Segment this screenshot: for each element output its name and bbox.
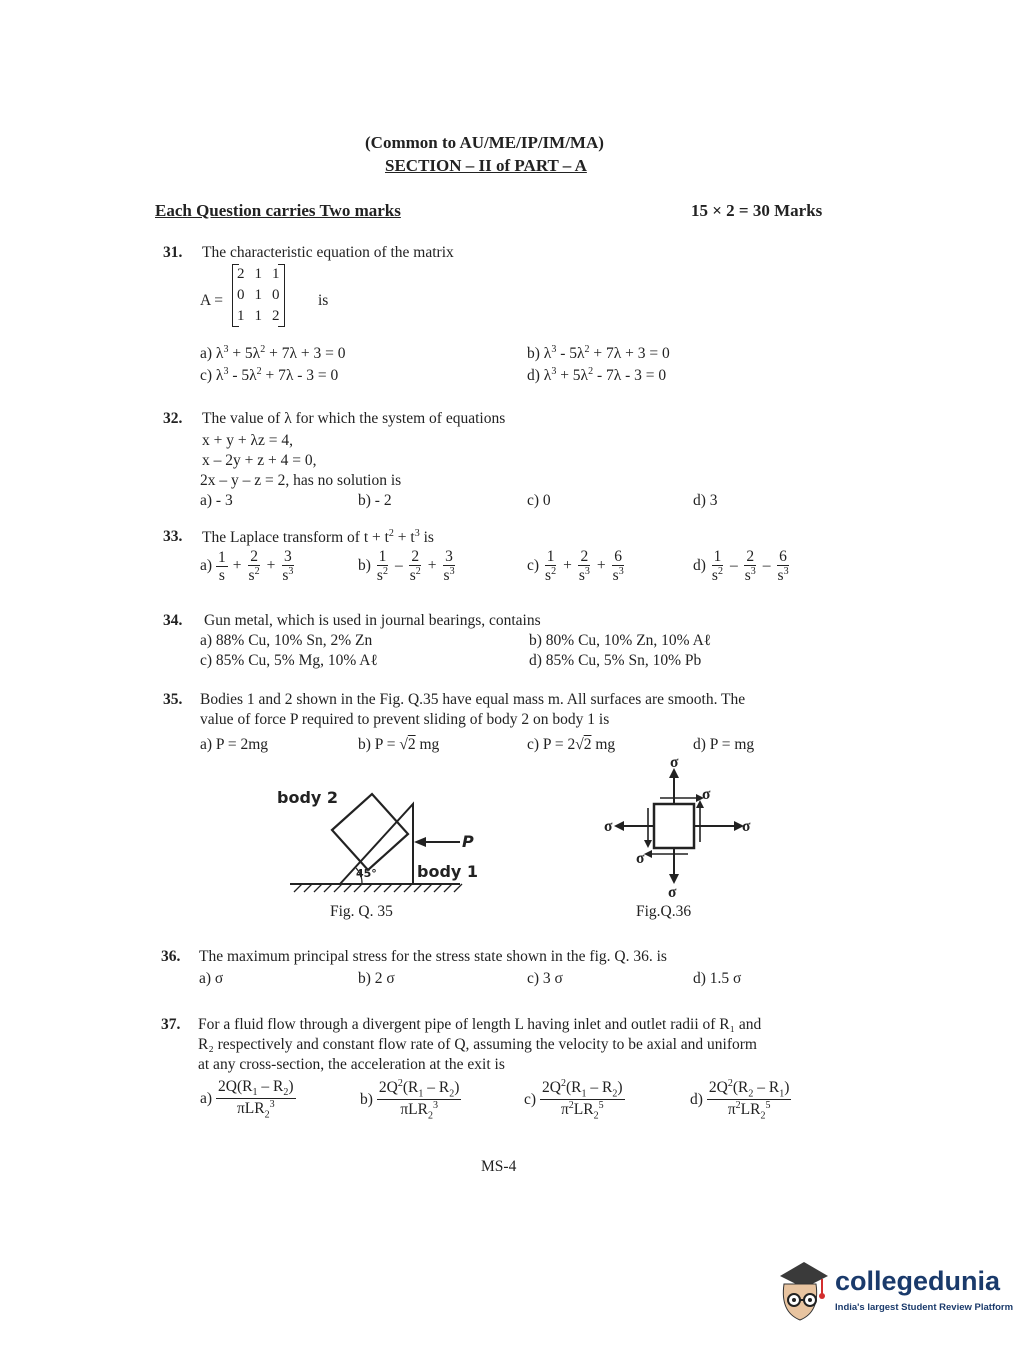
collegedunia-logo-icon xyxy=(770,1254,834,1328)
q36-option-a: a) σ xyxy=(199,970,224,987)
fig36-sigma-left: σ xyxy=(604,818,613,835)
q37-option-b: b) $\frac{2Q^2(R_1 - R_2)}{\pi LR_2^3}$ xyxy=(360,1078,460,1122)
instruction: Each Question carries Two marks xyxy=(155,201,401,220)
q34-option-a: a) 88% Cu, 10% Sn, 2% Zn xyxy=(200,632,373,649)
q34-number: 34. xyxy=(163,612,183,629)
q36-option-d: d) 1.5 σ xyxy=(693,970,742,987)
fig36-caption: Fig.Q.36 xyxy=(636,903,692,920)
q37-number: 37. xyxy=(161,1016,181,1033)
q37-line2: R₂ respectively and constant flow rate of Q, assuming the velocity to be axial and uniform xyxy=(198,1036,757,1053)
q31-matrix: 2 1 1 0 1 0 1 1 2 xyxy=(232,264,285,327)
q31-option-d: d) $\lambda^3 + 5\lambda^2 - 7\lambda - 3 = 0$ xyxy=(527,366,667,385)
q36-option-c: c) 3 σ xyxy=(527,970,563,987)
fig35-caption: Fig. Q. 35 xyxy=(330,903,393,920)
q35-line2: value of force P required to prevent sliding of body 2 on body 1 is xyxy=(200,711,610,728)
brand-tagline: India's largest Student Review Platform xyxy=(835,1302,1014,1313)
q31-option-c: c) $\lambda^3 - 5\lambda^2 + 7\lambda - 3 = 0$ xyxy=(200,366,339,385)
q35-option-b: b) P = √2 mg xyxy=(358,736,440,753)
q32-eq2: x – 2y + z + 4 = 0, xyxy=(202,452,317,469)
header-common: (Common to AU/ME/IP/IM/MA) xyxy=(365,133,604,152)
q35-line1: Bodies 1 and 2 shown in the Fig. Q.35 have equal mass m. All surfaces are smooth. The xyxy=(200,691,746,708)
q35-number: 35. xyxy=(163,691,183,708)
q34-option-b: b) 80% Cu, 10% Zn, 10% Aℓ xyxy=(529,632,712,649)
q32-option-a: a) - 3 xyxy=(200,492,233,509)
q31-matrix-label: A = xyxy=(200,292,223,309)
q31-number: 31. xyxy=(163,244,183,261)
q35-option-c: c) P = 2√2 mg xyxy=(527,736,616,753)
fig35-body1-label: body 1 xyxy=(417,862,479,881)
q37-option-c: c) $\frac{2Q^2(R_1 - R_2)}{\pi^2LR_2^5}$ xyxy=(524,1078,623,1122)
q36-number: 36. xyxy=(161,948,181,965)
section-title: SECTION – II of PART – A xyxy=(385,156,587,175)
q37-line3: at any cross-section, the acceleration at the exit is xyxy=(198,1056,505,1073)
q35-option-d: d) P = mg xyxy=(693,736,755,753)
q31-option-a: a) $\lambda^3 + 5\lambda^2 + 7\lambda + 3 = 0$ xyxy=(200,344,346,363)
q34-option-c: c) 85% Cu, 5% Mg, 10% Aℓ xyxy=(200,652,378,669)
q37-line1: For a fluid flow through a divergent pipe of length L having inlet and outlet radii of R₁ and xyxy=(198,1016,762,1033)
q34-option-d: d) 85% Cu, 5% Sn, 10% Pb xyxy=(529,652,702,669)
q37-option-a: a) $\frac{2Q(R_1 - R_2)}{\pi LR_2^3}$ xyxy=(200,1078,294,1121)
q32-option-d: d) 3 xyxy=(693,492,718,509)
q33-option-a: a) $\frac{1}{s}$ + $\frac{2}{s^2}$ + $\frac{3}{s^3}$ xyxy=(200,548,294,585)
fig36-sigma-top: σ xyxy=(670,754,679,771)
q31-is: is xyxy=(318,292,329,309)
q33-option-d: d) $\frac{1}{s^2}$ – $\frac{2}{s^3}$ – $\frac{6}{s^3}$ xyxy=(693,548,789,585)
q31-text: The characteristic equation of the matrix xyxy=(202,244,454,261)
fig36-sigma-shear-bottom: σ xyxy=(636,850,645,867)
brand-name: collegedunia xyxy=(835,1266,1001,1296)
q33-option-b: b) $\frac{1}{s^2}$ – $\frac{2}{s^2}$ + $\frac{3}{s^3}$ xyxy=(358,548,455,585)
marks: 15 × 2 = 30 Marks xyxy=(691,201,823,220)
page-number: MS-4 xyxy=(481,1158,517,1175)
q35-option-a: a) P = 2mg xyxy=(200,736,269,753)
q34-text: Gun metal, which is used in journal bearings, contains xyxy=(204,612,541,629)
q36-text: The maximum principal stress for the stress state shown in the fig. Q. 36. is xyxy=(199,948,667,965)
fig36-sigma-right: σ xyxy=(742,818,751,835)
fig36-sigma-bottom: σ xyxy=(668,884,677,901)
fig35-force-label: P xyxy=(462,832,474,851)
q32-eq1: x + y + λz = 4, xyxy=(202,432,293,449)
fig36-sigma-shear-top: σ xyxy=(702,786,711,803)
q33-text: The Laplace transform of $t + t^2 + t^3$ is xyxy=(202,528,434,547)
q31-option-b: b) $\lambda^3 - 5\lambda^2 + 7\lambda + 3 = 0$ xyxy=(527,344,670,363)
fig35-body2-label: body 2 xyxy=(277,788,339,807)
fig35-angle-label: 45° xyxy=(356,867,377,880)
q33-number: 33. xyxy=(163,528,183,545)
q32-option-c: c) 0 xyxy=(527,492,551,509)
q32-eq3: 2x – y – z = 2, has no solution is xyxy=(200,472,402,489)
q32-option-b: b) - 2 xyxy=(358,492,392,509)
q32-text: The value of λ for which the system of equations xyxy=(202,410,506,427)
q32-number: 32. xyxy=(163,410,183,427)
q37-option-d: d) $\frac{2Q^2(R_2 - R_1)}{\pi^2LR_2^5}$ xyxy=(690,1078,790,1122)
q33-option-c: c) $\frac{1}{s^2}$ + $\frac{2}{s^3}$ + $\frac{6}{s^3}$ xyxy=(527,548,624,585)
q36-option-b: b) 2 σ xyxy=(358,970,395,987)
